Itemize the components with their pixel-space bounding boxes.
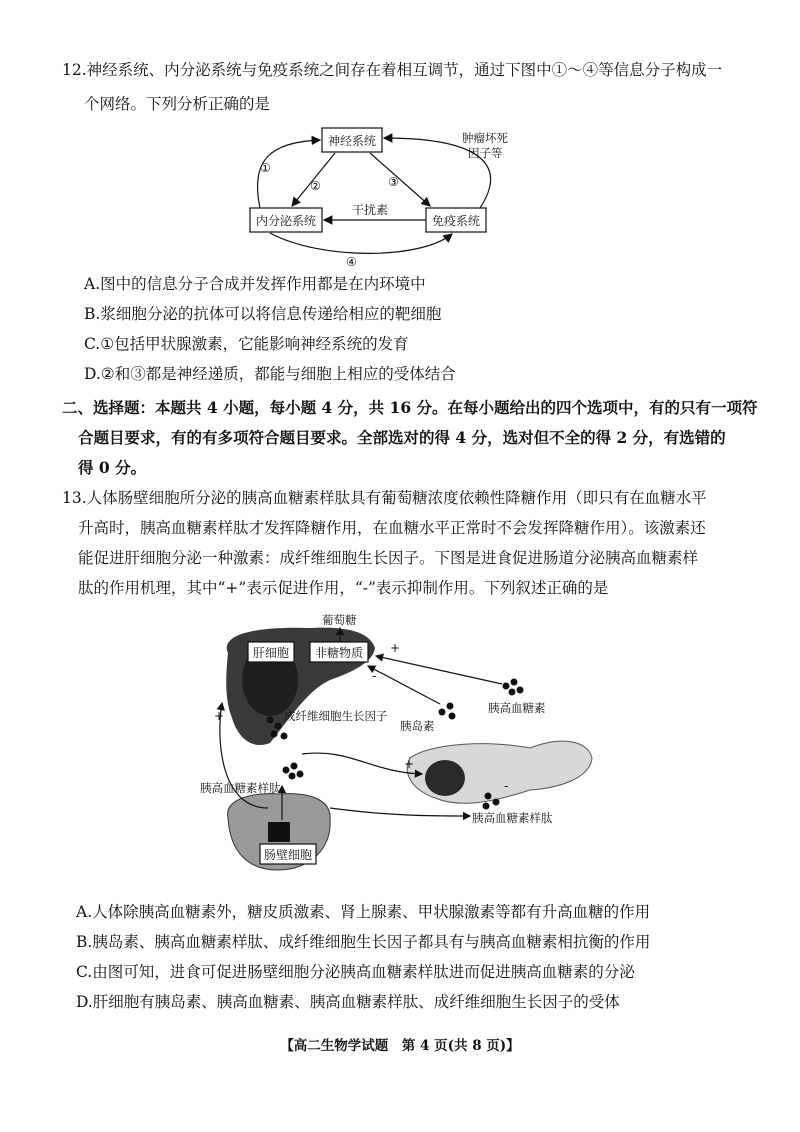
arrow-insulin-to-liver — [368, 666, 440, 704]
marker-3: ③ — [388, 175, 399, 189]
glucagon-molecules — [503, 679, 524, 696]
arrow-3 — [370, 153, 430, 206]
tnf-label-line2: 因子等 — [468, 146, 503, 160]
q12-option-a: A.图中的信息分子合成并发挥作用都是在内环境中 — [84, 275, 426, 293]
minus-sign: - — [372, 669, 377, 683]
section2-line1: 二、选择题：本题共 4 小题，每小题 4 分，共 16 分。在每小题给出的四个选项中，有的只有一项符 — [62, 398, 758, 417]
q12-stem-line1: 12.神经系统、内分泌系统与免疫系统之间存在着相互调节，通过下图中①～④等信息分子构成一 — [62, 61, 723, 79]
page-footer: 【高二生物学试题 第 4 页(共 8 页)】 — [280, 1038, 520, 1054]
glucagon-label: 胰高血糖素 — [488, 701, 546, 715]
section2-line2: 合题目要求，有的有多项符合题目要求。全部选对的得 4 分，选对但不全的得 2 分，有选错的 — [78, 428, 726, 447]
fgf-label: 成纤维细胞生长因子 — [284, 709, 388, 723]
section2-line3: 得 0 分。 — [78, 458, 147, 477]
insulin-molecules — [439, 703, 456, 720]
glp-left-label: 胰高血糖素样肽 — [200, 781, 281, 795]
non-sugar-label: 非糖物质 — [314, 646, 364, 660]
q13-stem-line3: 能促进肝细胞分泌一种激素：成纤维细胞生长因子。下图是进食促进肠道分泌胰高血糖素样 — [78, 549, 699, 567]
q12-regulation-diagram — [230, 120, 550, 270]
q12-option-b: B.浆细胞分泌的抗体可以将信息传递给相应的靶细胞 — [84, 305, 442, 323]
plus-left: + — [214, 709, 225, 723]
arrow-4 — [270, 233, 452, 253]
marker-4: ④ — [346, 255, 357, 269]
q13-stem-line1: 13.人体肠壁细胞所分泌的胰高血糖素样肽具有葡萄糖浓度依赖性降糖作用（即只有在血糖水平 — [62, 489, 707, 507]
nervous-system-label: 神经系统 — [327, 134, 377, 148]
immune-system-label: 免疫系统 — [431, 214, 481, 228]
q13-option-b: B.胰岛素、胰高血糖素样肽、成纤维细胞生长因子都具有与胰高血糖素相抗衡的作用 — [76, 933, 651, 951]
liver-cell-label: 肝细胞 — [252, 646, 290, 660]
q13-option-c: C.由图可知，进食可促进肠壁细胞分泌胰高血糖素样肽进而促进胰高血糖素的分泌 — [76, 963, 635, 981]
q12-stem-line2: 个网络。下列分析正确的是 — [84, 95, 271, 113]
interferon-label: 干扰素 — [352, 203, 389, 217]
marker-1: ① — [260, 161, 271, 175]
q13-option-a: A.人体除胰高血糖素外，糖皮质激素、肾上腺素、甲状腺激素等都有升高血糖的作用 — [76, 903, 651, 921]
glucose-label: 葡萄糖 — [322, 613, 357, 627]
insulin-label: 胰岛素 — [400, 719, 435, 733]
q13-stem-line2: 升高时，胰高血糖素样肽才发挥降糖作用，在血糖水平正常时不会发挥降糖作用）。该激素还 — [78, 519, 706, 537]
arrow-pancreas-glp — [330, 808, 470, 816]
q13-mechanism-diagram — [190, 608, 610, 890]
q13-stem-line4: 肽的作用机理，其中“+”表示促进作用，“-”表示抑制作用。下列叙述正确的是 — [78, 579, 609, 597]
intestine-cell-label: 肠壁细胞 — [263, 848, 313, 862]
marker-2: ② — [310, 179, 321, 193]
plus-pancreas: + — [404, 757, 415, 771]
glp-right-label: 胰高血糖素样肽 — [472, 811, 553, 825]
tnf-label-line1: 肿瘤坏死 — [462, 131, 508, 145]
plus-sign: + — [390, 641, 401, 655]
minus-pancreas: - — [504, 779, 509, 793]
q12-option-c: C.①包括甲状腺激素，它能影响神经系统的发育 — [84, 335, 409, 353]
q12-option-d: D.②和③都是神经递质，都能与细胞上相应的受体结合 — [84, 365, 456, 383]
endocrine-system-label: 内分泌系统 — [255, 214, 317, 228]
q13-option-d: D.肝细胞有胰岛素、胰高血糖素、胰高血糖素样肽、成纤维细胞生长因子的受体 — [76, 993, 620, 1011]
